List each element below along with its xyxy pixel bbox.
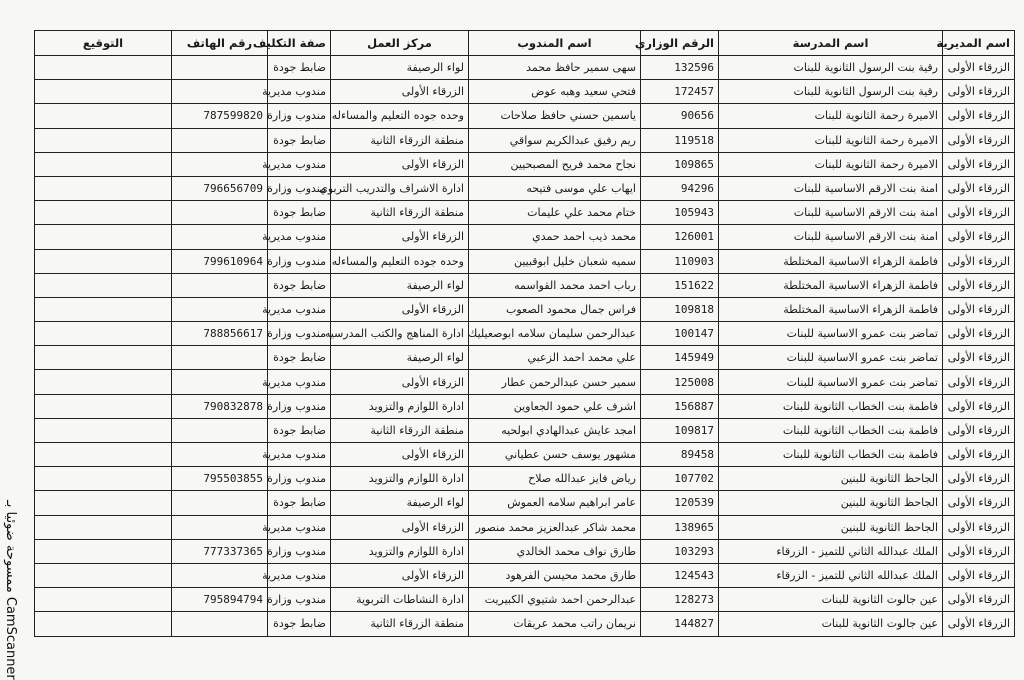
cell-role: مندوب مديرية — [268, 80, 331, 104]
cell-directorate: الزرقاء الأولى — [943, 56, 1015, 80]
table-row — [35, 201, 1015, 225]
cell-phone — [172, 515, 268, 539]
cell-delegate: سميه شعبان خليل ابوقبيين — [469, 249, 641, 273]
cell-role: ضابط جودة — [268, 201, 331, 225]
table-body — [35, 56, 1015, 637]
cell-work-center: الزرقاء الأولى — [331, 80, 469, 104]
cell-role: ضابط جودة — [268, 56, 331, 80]
cell-phone: 795503855 — [172, 467, 268, 491]
cell-school: امنة بنت الارقم الاساسية للبنات — [719, 201, 943, 225]
cell-signature — [35, 443, 172, 467]
cell-ministry-number: 138965 — [641, 515, 719, 539]
cell-school: امنة بنت الارقم الاساسية للبنات — [719, 176, 943, 200]
cell-delegate: عبدالرحمن سليمان سلامه ابوصعيليك — [469, 322, 641, 346]
header-work-center: مركز العمل — [331, 31, 469, 56]
table-row — [35, 588, 1015, 612]
cell-work-center: لواء الرصيفة — [331, 56, 469, 80]
cell-directorate: الزرقاء الأولى — [943, 201, 1015, 225]
cell-signature — [35, 273, 172, 297]
cell-school: تماضر بنت عمرو الاساسية للبنات — [719, 370, 943, 394]
cell-role: ضابط جودة — [268, 491, 331, 515]
cell-school: فاطمة الزهراء الاساسية المختلطة — [719, 249, 943, 273]
cell-school: تماضر بنت عمرو الاساسية للبنات — [719, 322, 943, 346]
cell-phone — [172, 370, 268, 394]
table-row — [35, 273, 1015, 297]
cell-signature — [35, 322, 172, 346]
cell-work-center: منطقة الزرقاء الثانية — [331, 201, 469, 225]
cell-delegate: محمد ذيب احمد حمدي — [469, 225, 641, 249]
cell-signature — [35, 56, 172, 80]
cell-ministry-number: 90656 — [641, 104, 719, 128]
cell-delegate: طارق محمد محيسن الفرهود — [469, 563, 641, 587]
cell-signature — [35, 201, 172, 225]
cell-phone — [172, 128, 268, 152]
cell-directorate: الزرقاء الأولى — [943, 273, 1015, 297]
delegates-table — [34, 30, 1015, 637]
table-row — [35, 56, 1015, 80]
cell-work-center: الزرقاء الأولى — [331, 225, 469, 249]
cell-signature — [35, 297, 172, 321]
cell-ministry-number: 100147 — [641, 322, 719, 346]
cell-role: مندوب وزارة — [268, 176, 331, 200]
cell-delegate: فراس جمال محمود الصعوب — [469, 297, 641, 321]
cell-role: مندوب وزارة — [268, 539, 331, 563]
cell-directorate: الزرقاء الأولى — [943, 249, 1015, 273]
cell-role: مندوب وزارة — [268, 104, 331, 128]
cell-signature — [35, 612, 172, 636]
cell-role: مندوب وزارة — [268, 394, 331, 418]
cell-delegate: علي محمد احمد الزعبي — [469, 346, 641, 370]
cell-delegate: عامر ابراهيم سلامه العموش — [469, 491, 641, 515]
table-row — [35, 297, 1015, 321]
cell-ministry-number: 128273 — [641, 588, 719, 612]
cell-delegate: رباب احمد محمد القواسمه — [469, 273, 641, 297]
cell-ministry-number: 103293 — [641, 539, 719, 563]
header-phone: رقم الهاتف — [172, 31, 268, 56]
cell-delegate: اشرف علي حمود الجعاوين — [469, 394, 641, 418]
cell-directorate: الزرقاء الأولى — [943, 297, 1015, 321]
table-row — [35, 322, 1015, 346]
cell-phone — [172, 418, 268, 442]
cell-phone — [172, 273, 268, 297]
cell-ministry-number: 110903 — [641, 249, 719, 273]
table-row — [35, 152, 1015, 176]
cell-school: الاميرة رحمة الثانوية للبنات — [719, 104, 943, 128]
cell-directorate: الزرقاء الأولى — [943, 491, 1015, 515]
cell-phone — [172, 563, 268, 587]
cell-role: مندوب مديرية — [268, 297, 331, 321]
cell-directorate: الزرقاء الأولى — [943, 394, 1015, 418]
cell-work-center: لواء الرصيفة — [331, 346, 469, 370]
cell-phone — [172, 80, 268, 104]
header-row — [35, 31, 1015, 56]
cell-delegate: ياسمين حسني حافظ صلاحات — [469, 104, 641, 128]
table-row — [35, 128, 1015, 152]
table-row — [35, 443, 1015, 467]
cell-role: مندوب وزارة — [268, 249, 331, 273]
cell-ministry-number: 151622 — [641, 273, 719, 297]
cell-work-center: الزرقاء الأولى — [331, 563, 469, 587]
table-row — [35, 515, 1015, 539]
cell-ministry-number: 132596 — [641, 56, 719, 80]
cell-ministry-number: 109818 — [641, 297, 719, 321]
cell-work-center: لواء الرصيفة — [331, 491, 469, 515]
cell-delegate: سمير حسن عبدالرحمن عطار — [469, 370, 641, 394]
cell-directorate: الزرقاء الأولى — [943, 80, 1015, 104]
cell-school: عين جالوت الثانوية للبنات — [719, 588, 943, 612]
cell-delegate: ريم رفيق عبدالكريم سواقي — [469, 128, 641, 152]
cell-phone — [172, 225, 268, 249]
cell-work-center: ادارة المناهج والكتب المدرسيه — [331, 322, 469, 346]
cell-school: فاطمة الزهراء الاساسية المختلطة — [719, 273, 943, 297]
cell-work-center: ادارة اللوازم والتزويد — [331, 539, 469, 563]
cell-work-center: ادارة النشاطات التربوية — [331, 588, 469, 612]
cell-ministry-number: 145949 — [641, 346, 719, 370]
cell-phone: 787599820 — [172, 104, 268, 128]
cell-role: مندوب وزارة — [268, 322, 331, 346]
header-school: اسم المدرسة — [719, 31, 943, 56]
cell-role: ضابط جودة — [268, 346, 331, 370]
cell-directorate: الزرقاء الأولى — [943, 443, 1015, 467]
cell-work-center: وحده جوده التعليم والمساءله — [331, 104, 469, 128]
cell-delegate: سهى سمير حافظ محمد — [469, 56, 641, 80]
cell-role: مندوب مديرية — [268, 563, 331, 587]
cell-role: مندوب مديرية — [268, 225, 331, 249]
cell-signature — [35, 80, 172, 104]
cell-school: فاطمة بنت الخطاب الثانوية للبنات — [719, 418, 943, 442]
cell-role: مندوب مديرية — [268, 370, 331, 394]
cell-phone — [172, 56, 268, 80]
cell-work-center: الزرقاء الأولى — [331, 515, 469, 539]
cell-role: مندوب مديرية — [268, 443, 331, 467]
cell-delegate: نريمان راتب محمد عريقات — [469, 612, 641, 636]
cell-ministry-number: 105943 — [641, 201, 719, 225]
cell-work-center: ادارة اللوازم والتزويد — [331, 467, 469, 491]
cell-directorate: الزرقاء الأولى — [943, 225, 1015, 249]
cell-school: الاميرة رحمة الثانوية للبنات — [719, 128, 943, 152]
cell-directorate: الزرقاء الأولى — [943, 467, 1015, 491]
cell-signature — [35, 249, 172, 273]
cell-ministry-number: 109817 — [641, 418, 719, 442]
cell-school: فاطمة الزهراء الاساسية المختلطة — [719, 297, 943, 321]
cell-work-center: ادارة الاشراف والتدريب التربوي — [331, 176, 469, 200]
cell-signature — [35, 394, 172, 418]
cell-ministry-number: 144827 — [641, 612, 719, 636]
cell-work-center: وحده جوده التعليم والمساءله — [331, 249, 469, 273]
cell-phone: 796656709 — [172, 176, 268, 200]
cell-phone: 777337365 — [172, 539, 268, 563]
cell-signature — [35, 152, 172, 176]
cell-phone: 790832878 — [172, 394, 268, 418]
table-row — [35, 467, 1015, 491]
cell-work-center: لواء الرصيفة — [331, 273, 469, 297]
cell-directorate: الزرقاء الأولى — [943, 370, 1015, 394]
cell-ministry-number: 109865 — [641, 152, 719, 176]
cell-delegate: ختام محمد علي عليمات — [469, 201, 641, 225]
cell-delegate: مشهور يوسف حسن عطياني — [469, 443, 641, 467]
cell-ministry-number: 89458 — [641, 443, 719, 467]
cell-directorate: الزرقاء الأولى — [943, 418, 1015, 442]
table-row — [35, 491, 1015, 515]
cell-delegate: طارق نواف محمد الخالدي — [469, 539, 641, 563]
cell-school: فاطمة بنت الخطاب الثانوية للبنات — [719, 443, 943, 467]
cell-ministry-number: 119518 — [641, 128, 719, 152]
cell-work-center: الزرقاء الأولى — [331, 443, 469, 467]
cell-role: ضابط جودة — [268, 128, 331, 152]
table-row — [35, 80, 1015, 104]
cell-signature — [35, 370, 172, 394]
cell-signature — [35, 418, 172, 442]
cell-directorate: الزرقاء الأولى — [943, 104, 1015, 128]
cell-school: عين جالوت الثانوية للبنات — [719, 612, 943, 636]
cell-work-center: منطقة الزرقاء الثانية — [331, 612, 469, 636]
cell-ministry-number: 172457 — [641, 80, 719, 104]
cell-school: فاطمة بنت الخطاب الثانوية للبنات — [719, 394, 943, 418]
cell-phone — [172, 201, 268, 225]
cell-work-center: الزرقاء الأولى — [331, 297, 469, 321]
header-role: صفة التكليف — [268, 31, 331, 56]
cell-directorate: الزرقاء الأولى — [943, 346, 1015, 370]
cell-phone — [172, 346, 268, 370]
cell-ministry-number: 107702 — [641, 467, 719, 491]
cell-directorate: الزرقاء الأولى — [943, 539, 1015, 563]
cell-delegate: رياض فايز عبدالله صلاح — [469, 467, 641, 491]
cell-school: تماضر بنت عمرو الاساسية للبنات — [719, 346, 943, 370]
header-ministry-number: الرقم الوزاري — [641, 31, 719, 56]
cell-signature — [35, 128, 172, 152]
cell-signature — [35, 491, 172, 515]
cell-signature — [35, 225, 172, 249]
cell-signature — [35, 346, 172, 370]
cell-phone: 795894794 — [172, 588, 268, 612]
cell-school: الجاحظ الثانوية للبنين — [719, 467, 943, 491]
cell-school: الجاحظ الثانوية للبنين — [719, 491, 943, 515]
table-row — [35, 249, 1015, 273]
cell-directorate: الزرقاء الأولى — [943, 152, 1015, 176]
cell-directorate: الزرقاء الأولى — [943, 128, 1015, 152]
cell-directorate: الزرقاء الأولى — [943, 612, 1015, 636]
cell-directorate: الزرقاء الأولى — [943, 515, 1015, 539]
cell-directorate: الزرقاء الأولى — [943, 176, 1015, 200]
cell-role: مندوب مديرية — [268, 515, 331, 539]
cell-role: مندوب وزارة — [268, 467, 331, 491]
cell-school: الاميرة رحمة الثانوية للبنات — [719, 152, 943, 176]
cell-role: مندوب وزارة — [268, 588, 331, 612]
cell-delegate: نجاح محمد فريح المصبحيين — [469, 152, 641, 176]
cell-delegate: محمد شاكر عبدالعزيز محمد منصور — [469, 515, 641, 539]
cell-signature — [35, 515, 172, 539]
cell-school: الملك عبدالله الثاني للتميز - الزرقاء — [719, 539, 943, 563]
table-row — [35, 346, 1015, 370]
camscanner-watermark: ممسوحة ضوئيا بـ CamScanner — [3, 500, 18, 680]
cell-signature — [35, 176, 172, 200]
cell-work-center: الزرقاء الأولى — [331, 152, 469, 176]
cell-directorate: الزرقاء الأولى — [943, 588, 1015, 612]
cell-work-center: منطقة الزرقاء الثانية — [331, 418, 469, 442]
cell-delegate: ايهاب علي موسى فتيحه — [469, 176, 641, 200]
cell-role: ضابط جودة — [268, 273, 331, 297]
table-row — [35, 394, 1015, 418]
cell-delegate: عبدالرحمن احمد شتيوي الكبيريت — [469, 588, 641, 612]
cell-phone: 788856617 — [172, 322, 268, 346]
header-directorate: اسم المديرية — [943, 31, 1015, 56]
cell-ministry-number: 156887 — [641, 394, 719, 418]
cell-phone — [172, 491, 268, 515]
cell-school: رقية بنت الرسول الثانوية للبنات — [719, 80, 943, 104]
cell-ministry-number: 94296 — [641, 176, 719, 200]
table-row — [35, 539, 1015, 563]
cell-signature — [35, 104, 172, 128]
cell-delegate: امجد عايش عبدالهادي ابولحيه — [469, 418, 641, 442]
cell-ministry-number: 124543 — [641, 563, 719, 587]
cell-signature — [35, 539, 172, 563]
cell-school: الملك عبدالله الثاني للتميز - الزرقاء — [719, 563, 943, 587]
table-row — [35, 563, 1015, 587]
cell-role: ضابط جودة — [268, 418, 331, 442]
cell-signature — [35, 467, 172, 491]
table-row — [35, 225, 1015, 249]
cell-phone — [172, 612, 268, 636]
table-row — [35, 104, 1015, 128]
cell-phone — [172, 152, 268, 176]
cell-school: امنة بنت الارقم الاساسية للبنات — [719, 225, 943, 249]
table-row — [35, 176, 1015, 200]
cell-school: رقية بنت الرسول الثانوية للبنات — [719, 56, 943, 80]
cell-phone — [172, 443, 268, 467]
cell-role: مندوب مديرية — [268, 152, 331, 176]
cell-school: الجاحظ الثانوية للبنين — [719, 515, 943, 539]
document-sheet — [34, 30, 1014, 664]
cell-directorate: الزرقاء الأولى — [943, 322, 1015, 346]
cell-ministry-number: 120539 — [641, 491, 719, 515]
cell-phone: 799610964 — [172, 249, 268, 273]
cell-signature — [35, 588, 172, 612]
table-row — [35, 370, 1015, 394]
cell-role: ضابط جودة — [268, 612, 331, 636]
cell-work-center: منطقة الزرقاء الثانية — [331, 128, 469, 152]
cell-phone — [172, 297, 268, 321]
cell-signature — [35, 563, 172, 587]
header-delegate: اسم المندوب — [469, 31, 641, 56]
header-signature: التوقيع — [35, 31, 172, 56]
cell-directorate: الزرقاء الأولى — [943, 563, 1015, 587]
cell-ministry-number: 126001 — [641, 225, 719, 249]
table-row — [35, 418, 1015, 442]
cell-ministry-number: 125008 — [641, 370, 719, 394]
cell-work-center: ادارة اللوازم والتزويد — [331, 394, 469, 418]
cell-delegate: فتحي سعيد وهبه عوض — [469, 80, 641, 104]
table-row — [35, 612, 1015, 636]
cell-work-center: الزرقاء الأولى — [331, 370, 469, 394]
